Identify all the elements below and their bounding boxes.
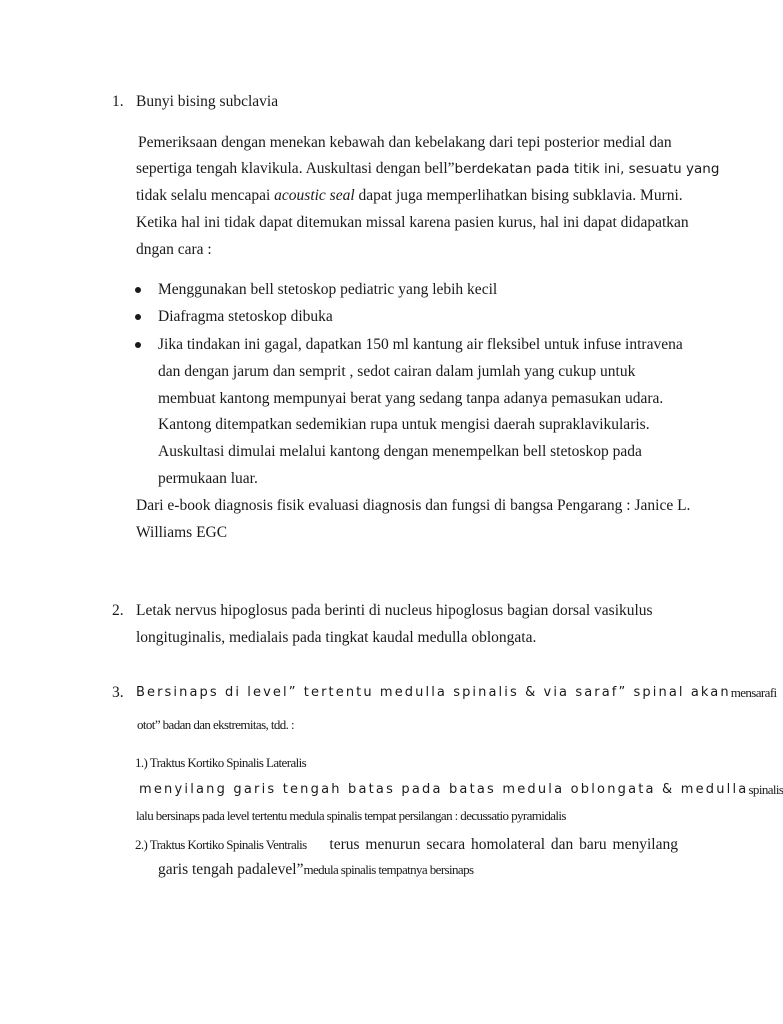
sub1-text-spaced: menyilang garis tengah batas pada batas medula oblongata & medulla <box>139 782 749 797</box>
sub1-line: lalu bersinaps pada level tertentu medula spinalis tempat persilangan : decussatio pyramidalis <box>136 808 566 823</box>
sub1-line <box>139 780 783 800</box>
item2-line: Letak nervus hipoglosus pada berinti di nucleus hipoglosus bagian dorsal vasikulus <box>136 602 653 619</box>
bullet-item-continuation: dan dengan jarum dan semprit , sedot cairan dalam jumlah yang cukup untuk <box>158 363 636 380</box>
item3-text-narrow: mensarafi <box>730 685 777 700</box>
sub2-text: garis tengah padalevel” <box>158 861 304 878</box>
sub2-text-narrow: medula spinalis tempatnya bersinaps <box>303 862 474 877</box>
bullet-marker <box>135 342 141 348</box>
acoustic-seal-term: acoustic seal <box>274 187 355 204</box>
item1-number: 1. <box>112 93 124 110</box>
bullet-item: Menggunakan bell stetoskop pediatric yang lebih kecil <box>158 281 498 298</box>
sub1-label: 1.) Traktus Kortiko Spinalis Lateralis <box>135 755 307 770</box>
bullet-marker <box>135 314 141 320</box>
item3-line: otot” badan dan ekstremitas, tdd. : <box>137 717 294 732</box>
item2-line: longituginalis, medialais pada tingkat kaudal medulla oblongata. <box>136 629 537 646</box>
item3-text-spaced: Bersinaps di level” tertentu medulla spinalis & via saraf” spinal akan <box>136 685 731 700</box>
item3-number: 3. <box>112 684 124 701</box>
sub2-text: terus menurun secara homolateral dan baru menyilang <box>329 836 678 853</box>
item1-paragraph-line: dngan cara : <box>136 241 212 258</box>
item1-paragraph-line: Ketika hal ini tidak dapat ditemukan missal karena pasien kurus, hal ini dapat didapatkan <box>136 214 689 231</box>
sub2-label: 2.) Traktus Kortiko Spinalis Ventralis <box>135 837 307 852</box>
bullet-item-continuation: Auskultasi dimulai melalui kantong dengan menempelkan bell stetoskop pada <box>158 443 642 460</box>
sub1-text-narrow: spinalis <box>748 782 783 797</box>
sub2-line <box>158 860 473 880</box>
paragraph-text-sans: berdekatan pada titik ini, sesuatu yang <box>454 161 720 177</box>
item3-line <box>136 683 777 703</box>
item2-number: 2. <box>112 602 124 619</box>
bullet-item-continuation: permukaan luar. <box>158 470 258 487</box>
bullet-item-continuation: membuat kantong mempunyai berat yang sedang tanpa adanya pemasukan udara. <box>158 390 664 407</box>
source-citation: Williams EGC <box>136 524 228 541</box>
bullet-item-continuation: Kantong ditempatkan sedemikian rupa untuk mengisi daerah supraklavikularis. <box>158 416 650 433</box>
bullet-item: Jika tindakan ini gagal, dapatkan 150 ml kantung air fleksibel untuk infuse intravena <box>158 336 683 353</box>
paragraph-text: dapat juga memperlihatkan bising subklavia. Murni. <box>354 187 683 204</box>
paragraph-text: tidak selalu mencapai <box>136 187 275 204</box>
item1-paragraph-line <box>136 186 683 206</box>
bullet-marker <box>135 287 141 293</box>
bullet-item: Diafragma stetoskop dibuka <box>158 308 333 325</box>
item1-heading: Bunyi bising subclavia <box>136 93 279 110</box>
sub2-line <box>135 835 678 855</box>
paragraph-text: sepertiga tengah klavikula. Auskultasi dengan bell” <box>136 160 455 177</box>
source-citation: Dari e-book diagnosis fisik evaluasi diagnosis dan fungsi di bangsa Pengarang : Janice L. <box>136 497 691 514</box>
item1-paragraph-line: Pemeriksaan dengan menekan kebawah dan kebelakang dari tepi posterior medial dan <box>138 134 672 151</box>
item1-paragraph-line <box>136 159 719 179</box>
